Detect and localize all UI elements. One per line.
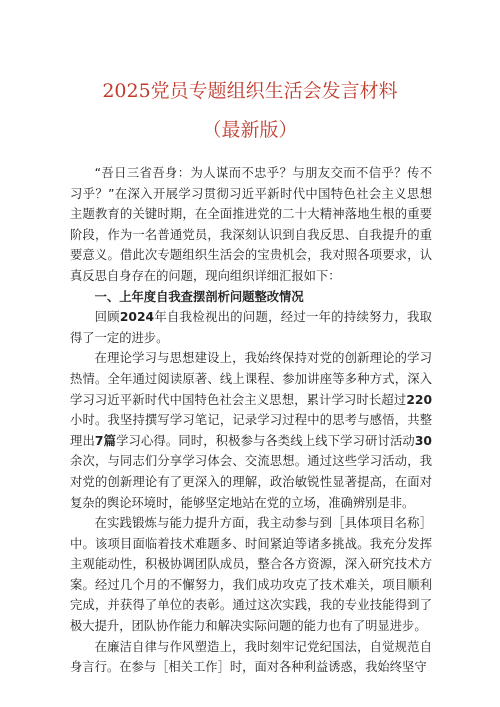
intro-paragraph: “吾日三省吾身：为人谋而不忠乎？与朋友交而不信乎？传不习乎？”在深入开展学习贯彻习近平新时代中国特色社会主义思想主题教育的关键时期，在全面推进党的二十大精神落地生根的重要阶段，作为一名普通党员，我深刻认识到自我反思、自我提升的重要意义。借此次专题组织生活会的宝贵机会，我对照各项要求，认真反思自身存在的问题，现向组织详细汇报如下： — [70, 166, 432, 283]
practice-paragraph: 在实践锻炼与能力提升方面，我主动参与到［具体项目名称］中。该项目面临着技术难题多、时间紧迫等诸多挑战。我充分发挥主观能动性，积极协调团队成员，整合各方资源，深入研究技术方案。经过几个月的不懈努力，我们成功攻克了技术难关，项目顺利完成，并获得了单位的表彰。通过这次实践，我的专业技能得到了极大提升，团队协作能力和解决实际问题的能力也有了明显进步。 — [70, 516, 432, 634]
document-title: 2025党员专题组织生活会发言材料 — [102, 80, 398, 102]
section-heading: 一、上年度自我查摆剖析问题整改情况 — [94, 289, 304, 304]
document-body — [70, 163, 432, 678]
integrity-paragraph: 在廉洁自律与作风塑造上，我时刻牢记党纪国法，自觉规范自身言行。在参与［相关工作］时，面对各种利益诱惑，我始终坚守 — [70, 639, 432, 675]
theory-study-paragraph: 在理论学习与思想建设上，我始终保持对党的创新理论的学习热情。全年通过阅读原著、线上课程、参加讲座等多种方式，深入学习习近平新时代中国特色社会主义思想，累计学习时长超过220小时。我坚持撰写学习笔记，记录学习过程中的思考与感悟，共整理出7篇学习心得。同时，积极参与各类线上线下学习研讨活动30余次，与同志们分享学习体会、交流思想。通过这些学习活动，我对党的创新理论有了更深入的理解，政治敏锐性显著提高，在面对复杂的舆论环境时，能够坚定地站在党的立场，准确辨别是非。 — [70, 351, 432, 510]
review-paragraph: 回顾2024年自我检视出的问题，经过一年的持续努力，我取得了一定的进步。 — [70, 310, 432, 345]
document-subtitle: （最新版） — [202, 119, 298, 141]
